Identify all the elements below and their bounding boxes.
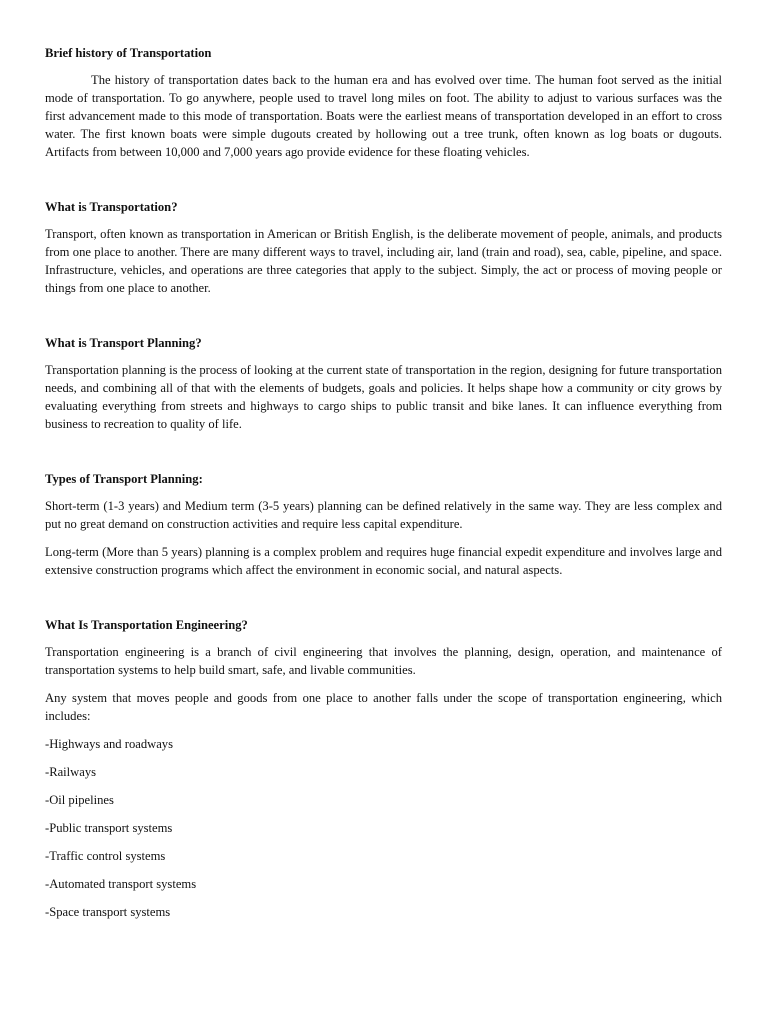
section-heading: What is Transportation? bbox=[45, 200, 178, 214]
paragraph: Long-term (More than 5 years) planning is a complex problem and requires huge financial expedit expenditure and involves large and extensive construction programs which affect the environment in economic social, and natural aspects. bbox=[45, 545, 722, 577]
paragraph: Any system that moves people and goods from one place to another falls under the scope of transportation engineering, which includes: bbox=[45, 691, 722, 723]
list-item: -Traffic control systems bbox=[45, 849, 166, 863]
section-heading: Brief history of Transportation bbox=[45, 46, 212, 60]
list-item: -Railways bbox=[45, 765, 97, 779]
section-heading: Types of Transport Planning: bbox=[45, 472, 203, 486]
section-spacer bbox=[45, 171, 722, 198]
section-brief-history bbox=[45, 44, 722, 161]
section-types-of-planning bbox=[45, 470, 722, 579]
section-transport-planning bbox=[45, 334, 722, 433]
paragraph: Transportation engineering is a branch of civil engineering that involves the planning, design, operation, and maintenance of transportation systems to help build smart, safe, and livable communities. bbox=[45, 645, 722, 677]
section-spacer bbox=[45, 443, 722, 470]
paragraph: Transport, often known as transportation in American or British English, is the deliberate movement of people, animals, and products from one place to another. There are many different ways to travel, including air, land (train and road), sea, cable, pipeline, and space. Infrastructure, vehicles, and operations are three categories that apply to the subject. Simply, the act or process of moving people or things from one place to another. bbox=[45, 227, 722, 295]
section-spacer bbox=[45, 307, 722, 334]
section-heading: What is Transport Planning? bbox=[45, 336, 202, 350]
list-item: -Automated transport systems bbox=[45, 877, 197, 891]
paragraph: Transportation planning is the process of looking at the current state of transportation in the region, designing for future transportation needs, and combining all of that with the elements of budgets, goals and policies. It helps shape how a community or city grows by evaluating everything from streets and highways to cargo ships to public transit and bike lanes. It can influence everything from business to recreation to quality of life. bbox=[45, 363, 722, 431]
scope-list bbox=[45, 735, 722, 921]
section-heading: What Is Transportation Engineering? bbox=[45, 618, 248, 632]
list-item: -Highways and roadways bbox=[45, 737, 174, 751]
paragraph: Short-term (1-3 years) and Medium term (3-5 years) planning can be defined relatively in the same way. They are less complex and put no great demand on construction activities and require less capital expenditure. bbox=[45, 499, 722, 531]
paragraph: The history of transportation dates back to the human era and has evolved over time. The human foot served as the initial mode of transportation. To go anywhere, people used to travel long miles on foot. The ability to adjust to various surfaces was the first advancement made to this mode of transportation. Boats were the earliest means of transportation developed in an effort to cross water. The first known boats were simple dugouts created by hollowing out a tree trunk, often known as log boats or dugouts. Artifacts from between 10,000 and 7,000 years ago provide evidence for these floating vehicles. bbox=[45, 73, 722, 159]
section-transportation-engineering bbox=[45, 616, 722, 921]
document-page bbox=[45, 44, 722, 931]
list-item: -Oil pipelines bbox=[45, 793, 114, 807]
list-item: -Space transport systems bbox=[45, 905, 171, 919]
section-spacer bbox=[45, 589, 722, 616]
list-item: -Public transport systems bbox=[45, 821, 173, 835]
section-what-is-transportation bbox=[45, 198, 722, 297]
